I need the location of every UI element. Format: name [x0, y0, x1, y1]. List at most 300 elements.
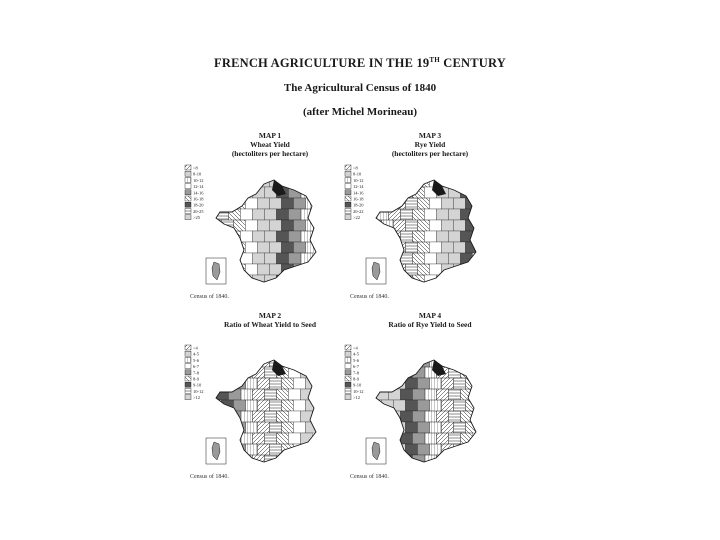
department-cell	[448, 231, 460, 242]
department-cell	[369, 400, 381, 411]
department-cell	[216, 367, 228, 378]
department-cell	[257, 422, 269, 433]
department-cell	[388, 253, 400, 264]
department-cell	[209, 400, 221, 411]
department-cell	[288, 231, 300, 242]
legend-label: >12	[193, 395, 201, 401]
legend-label: <4	[353, 345, 358, 351]
department-cell	[300, 455, 312, 466]
legend-swatch	[185, 364, 191, 369]
department-cell	[412, 411, 424, 422]
legend-swatch	[185, 196, 191, 201]
department-cell	[465, 356, 477, 367]
department-cell	[429, 264, 441, 275]
department-cell	[293, 378, 305, 389]
department-cell	[240, 209, 252, 220]
legend-swatch	[185, 388, 191, 393]
department-cell	[424, 455, 436, 466]
legend-swatch	[185, 184, 191, 189]
department-cell	[252, 231, 264, 242]
map-number: MAP 4	[418, 311, 442, 320]
legend-label: >12	[353, 395, 361, 401]
department-cell	[216, 411, 228, 422]
department-cell	[424, 433, 436, 444]
department-cell	[405, 400, 417, 411]
department-cell	[233, 356, 245, 367]
department-cell	[209, 356, 221, 367]
department-cell	[429, 242, 441, 253]
legend-swatch	[345, 165, 351, 170]
department-cell	[288, 433, 300, 444]
department-cell	[281, 378, 293, 389]
department-cell	[257, 198, 269, 209]
department-cell	[293, 220, 305, 231]
department-cell	[228, 455, 240, 466]
legend-label: 9-10	[193, 382, 202, 388]
department-cell	[453, 378, 465, 389]
department-cell	[264, 231, 276, 242]
department-cell	[436, 411, 448, 422]
legend-label: 10-12	[193, 177, 204, 183]
map-number: MAP 2	[258, 311, 282, 320]
department-cell	[257, 378, 269, 389]
department-cell	[412, 433, 424, 444]
legend-swatch	[345, 364, 351, 369]
department-cell	[453, 220, 465, 231]
legend-swatch	[345, 184, 351, 189]
department-cell	[429, 378, 441, 389]
department-cell	[293, 242, 305, 253]
france-map	[190, 346, 350, 476]
legend-swatch	[185, 395, 191, 400]
department-cell	[257, 400, 269, 411]
department-cell	[448, 455, 460, 466]
department-cell	[293, 176, 305, 187]
legend-swatch	[185, 370, 191, 375]
department-cell	[388, 455, 400, 466]
department-cell	[252, 253, 264, 264]
department-cell	[209, 242, 221, 253]
map-caption: Census of 1840.	[350, 294, 389, 300]
legend-swatch	[345, 388, 351, 393]
department-cell	[412, 209, 424, 220]
department-cell	[429, 400, 441, 411]
department-cell	[281, 400, 293, 411]
map-legend	[184, 164, 208, 222]
department-cell	[293, 198, 305, 209]
department-cell	[412, 231, 424, 242]
department-cell	[376, 187, 388, 198]
legend-swatch	[185, 165, 191, 170]
legend-label: 12-14	[353, 184, 364, 190]
department-cell	[364, 231, 376, 242]
legend-label: 5-6	[353, 357, 359, 363]
department-cell	[240, 231, 252, 242]
department-cell	[209, 378, 221, 389]
map-title: Ratio of Wheat Yield to Seed	[223, 320, 316, 329]
department-cell	[369, 378, 381, 389]
department-cell	[417, 220, 429, 231]
legend-label: 9-10	[353, 382, 362, 388]
department-cell	[388, 187, 400, 198]
department-cell	[221, 198, 233, 209]
legend-label: 20-25	[193, 208, 204, 214]
department-cell	[245, 176, 257, 187]
france-map	[190, 166, 350, 296]
department-cell	[369, 198, 381, 209]
department-cell	[281, 242, 293, 253]
department-cell	[376, 367, 388, 378]
department-cell	[429, 422, 441, 433]
department-cell	[276, 411, 288, 422]
department-cell	[257, 264, 269, 275]
department-cell	[252, 411, 264, 422]
department-cell	[405, 220, 417, 231]
department-cell	[269, 422, 281, 433]
legend-label: 7-8	[193, 370, 199, 376]
legend-swatch	[185, 382, 191, 387]
department-cell	[441, 400, 453, 411]
legend-label: 10-12	[353, 388, 364, 394]
department-cell	[453, 264, 465, 275]
france-map	[350, 166, 510, 296]
department-cell	[288, 253, 300, 264]
map-legend	[344, 344, 368, 402]
department-cell	[257, 220, 269, 231]
department-cell	[245, 220, 257, 231]
department-cell	[281, 356, 293, 367]
legend-swatch	[345, 196, 351, 201]
department-cell	[228, 433, 240, 444]
legend-label: 14-16	[193, 190, 204, 196]
department-cell	[436, 253, 448, 264]
department-cell	[305, 444, 317, 455]
department-cell	[276, 433, 288, 444]
department-cell	[393, 176, 405, 187]
department-cell	[364, 411, 376, 422]
department-cell	[381, 356, 393, 367]
department-cell	[453, 242, 465, 253]
department-cell	[204, 231, 216, 242]
legend-label: 10-12	[193, 388, 204, 394]
department-cell	[436, 455, 448, 466]
legend-label: 6-7	[193, 364, 199, 370]
department-cell	[441, 220, 453, 231]
department-cell	[381, 378, 393, 389]
department-cell	[252, 209, 264, 220]
department-cell	[288, 275, 300, 286]
department-cell	[209, 198, 221, 209]
department-cell	[228, 275, 240, 286]
legend-swatch	[185, 177, 191, 182]
department-cell	[209, 422, 221, 433]
department-cell	[264, 253, 276, 264]
department-cell	[417, 198, 429, 209]
legend-label: 4-5	[353, 351, 359, 357]
map-caption: Census of 1840.	[350, 474, 389, 480]
department-cell	[393, 356, 405, 367]
department-cell	[204, 411, 216, 422]
legend-swatch	[345, 171, 351, 176]
department-cell	[465, 400, 477, 411]
department-cell	[388, 433, 400, 444]
department-cell	[221, 356, 233, 367]
department-cell	[269, 220, 281, 231]
legend-label: 10-12	[353, 177, 364, 183]
department-cell	[293, 400, 305, 411]
department-cell	[276, 275, 288, 286]
department-cell	[288, 209, 300, 220]
department-cell	[252, 367, 264, 378]
department-cell	[293, 356, 305, 367]
department-cell	[453, 176, 465, 187]
legend-label: 16-18	[353, 196, 364, 202]
department-cell	[369, 242, 381, 253]
department-cell	[269, 444, 281, 455]
legend-swatch	[345, 215, 351, 220]
department-cell	[264, 455, 276, 466]
department-cell	[441, 356, 453, 367]
department-cell	[288, 389, 300, 400]
map-number: MAP 1	[258, 131, 282, 140]
department-cell	[369, 356, 381, 367]
department-cell	[305, 264, 317, 275]
legend-label: 4-5	[193, 351, 199, 357]
department-cell	[305, 356, 317, 367]
map-legend	[344, 164, 368, 222]
department-cell	[453, 356, 465, 367]
department-cell	[417, 422, 429, 433]
legend-swatch	[345, 357, 351, 362]
legend-label: <4	[193, 345, 198, 351]
department-cell	[453, 400, 465, 411]
department-cell	[269, 400, 281, 411]
department-cell	[405, 242, 417, 253]
legend-swatch	[345, 190, 351, 195]
department-cell	[209, 220, 221, 231]
department-cell	[233, 176, 245, 187]
map-unit: (hectoliters per hectare)	[391, 149, 469, 158]
department-cell	[269, 242, 281, 253]
department-cell	[436, 209, 448, 220]
department-cell	[400, 209, 412, 220]
department-cell	[424, 253, 436, 264]
department-cell	[448, 253, 460, 264]
legend-label: 12-14	[193, 184, 204, 190]
map-unit: (hectoliters per hectare)	[231, 149, 309, 158]
department-cell	[264, 389, 276, 400]
department-cell	[436, 231, 448, 242]
department-cell	[460, 455, 472, 466]
legend-swatch	[185, 376, 191, 381]
legend-swatch	[185, 351, 191, 356]
legend-label: 8-9	[353, 376, 359, 382]
department-cell	[376, 231, 388, 242]
department-cell	[252, 433, 264, 444]
department-cell	[400, 389, 412, 400]
department-cell	[465, 444, 477, 455]
page-attribution: (after Michel Morineau)	[302, 106, 418, 118]
legend-swatch	[185, 202, 191, 207]
department-cell	[381, 198, 393, 209]
department-cell	[448, 275, 460, 286]
department-cell	[245, 356, 257, 367]
department-cell	[369, 422, 381, 433]
department-cell	[288, 411, 300, 422]
department-cell	[453, 198, 465, 209]
department-cell	[221, 378, 233, 389]
legend-label: <8	[193, 165, 198, 171]
department-cell	[276, 389, 288, 400]
department-cell	[276, 455, 288, 466]
legend-label: 20-22	[353, 208, 364, 214]
department-cell	[412, 187, 424, 198]
legend-swatch	[345, 370, 351, 375]
department-cell	[436, 275, 448, 286]
france-map	[350, 346, 510, 476]
department-cell	[453, 444, 465, 455]
department-cell	[429, 444, 441, 455]
department-cell	[264, 433, 276, 444]
legend-label: 8-9	[193, 376, 199, 382]
legend-label: 6-7	[353, 364, 359, 370]
legend-swatch	[345, 202, 351, 207]
department-cell	[264, 275, 276, 286]
department-cell	[216, 187, 228, 198]
department-cell	[412, 389, 424, 400]
department-cell	[412, 367, 424, 378]
legend-swatch	[185, 190, 191, 195]
department-cell	[417, 378, 429, 389]
legend-swatch	[185, 171, 191, 176]
department-cell	[424, 231, 436, 242]
department-cell	[305, 220, 317, 231]
department-cell	[369, 176, 381, 187]
legend-label: 14-16	[353, 190, 364, 196]
department-cell	[281, 220, 293, 231]
map-caption: Census of 1840.	[190, 294, 229, 300]
department-cell	[245, 422, 257, 433]
legend-swatch	[185, 215, 191, 220]
department-cell	[245, 242, 257, 253]
map-title: Rye Yield	[414, 140, 446, 149]
department-cell	[221, 176, 233, 187]
department-cell	[381, 422, 393, 433]
legend-swatch	[345, 208, 351, 213]
department-cell	[417, 264, 429, 275]
department-cell	[441, 378, 453, 389]
department-cell	[228, 367, 240, 378]
department-cell	[441, 264, 453, 275]
department-cell	[252, 187, 264, 198]
legend-label: >25	[193, 215, 201, 221]
map-title: Wheat Yield	[250, 140, 290, 149]
department-cell	[424, 389, 436, 400]
department-cell	[276, 231, 288, 242]
department-cell	[264, 411, 276, 422]
legend-swatch	[185, 208, 191, 213]
department-cell	[276, 253, 288, 264]
legend-swatch	[345, 345, 351, 350]
map-legend	[184, 344, 208, 402]
legend-label: 5-6	[193, 357, 199, 363]
department-cell	[376, 411, 388, 422]
legend-label: 18-20	[353, 202, 364, 208]
department-cell	[300, 275, 312, 286]
department-cell	[400, 231, 412, 242]
map-title: Ratio of Rye Yield to Seed	[388, 320, 472, 329]
map-panel-1	[190, 132, 350, 304]
department-cell	[412, 253, 424, 264]
department-cell	[465, 264, 477, 275]
department-cell	[209, 176, 221, 187]
legend-label: 8-10	[353, 171, 362, 177]
department-cell	[381, 242, 393, 253]
department-cell	[417, 444, 429, 455]
map-panel-2	[190, 312, 350, 484]
department-cell	[305, 400, 317, 411]
page-title: FRENCH AGRICULTURE IN THE 19TH CENTURY	[214, 56, 506, 71]
legend-swatch	[345, 351, 351, 356]
map-number: MAP 3	[418, 131, 442, 140]
department-cell	[269, 378, 281, 389]
department-cell	[293, 422, 305, 433]
department-cell	[441, 242, 453, 253]
legend-swatch	[345, 177, 351, 182]
page-subtitle: The Agricultural Census of 1840	[283, 82, 437, 94]
department-cell	[441, 444, 453, 455]
department-cell	[288, 455, 300, 466]
department-cell	[305, 176, 317, 187]
department-cell	[216, 231, 228, 242]
department-cell	[221, 422, 233, 433]
department-cell	[281, 176, 293, 187]
department-cell	[448, 411, 460, 422]
department-cell	[405, 356, 417, 367]
legend-label: <8	[353, 165, 358, 171]
department-cell	[228, 253, 240, 264]
department-cell	[436, 389, 448, 400]
department-cell	[424, 209, 436, 220]
department-cell	[417, 242, 429, 253]
department-cell	[448, 389, 460, 400]
department-cell	[281, 444, 293, 455]
department-cell	[400, 411, 412, 422]
department-cell	[381, 176, 393, 187]
department-cell	[460, 275, 472, 286]
department-cell	[405, 176, 417, 187]
map-panel-3	[350, 132, 510, 304]
department-cell	[269, 264, 281, 275]
department-cell	[228, 187, 240, 198]
department-cell	[441, 198, 453, 209]
legend-label: 16-18	[193, 196, 204, 202]
legend-swatch	[185, 357, 191, 362]
department-cell	[257, 242, 269, 253]
department-cell	[269, 198, 281, 209]
department-cell	[257, 444, 269, 455]
department-cell	[388, 367, 400, 378]
legend-label: 7-8	[353, 370, 359, 376]
department-cell	[448, 433, 460, 444]
department-cell	[417, 400, 429, 411]
department-cell	[252, 389, 264, 400]
department-cell	[293, 264, 305, 275]
department-cell	[436, 433, 448, 444]
department-cell	[424, 411, 436, 422]
department-cell	[276, 209, 288, 220]
department-cell	[429, 198, 441, 209]
